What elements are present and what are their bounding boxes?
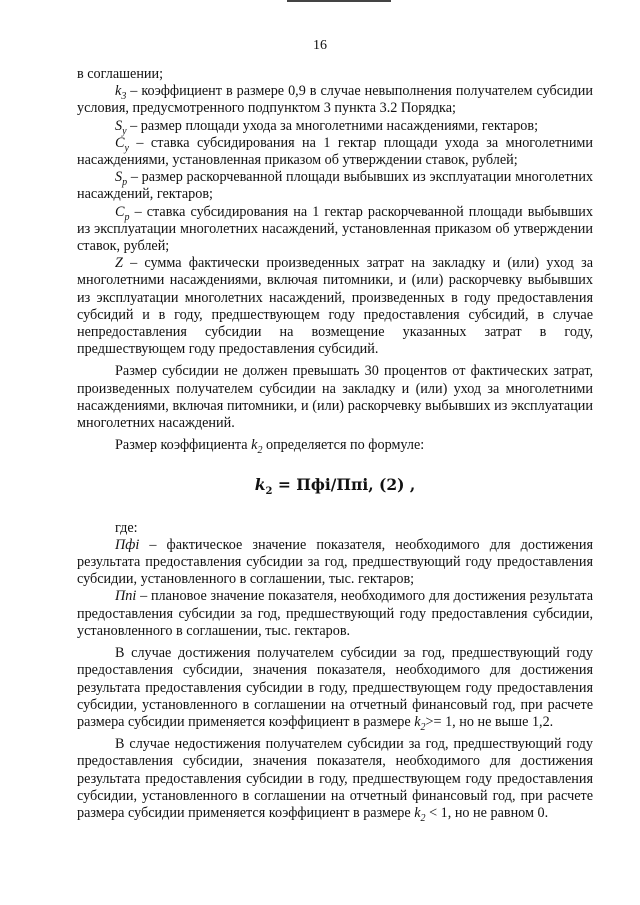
formula-subscript: 2 bbox=[265, 486, 273, 498]
top-rule bbox=[287, 0, 391, 2]
paragraph-where: где: bbox=[115, 519, 138, 536]
symbol: S bbox=[115, 169, 123, 186]
paragraph-pfi bbox=[77, 537, 593, 589]
paragraph-sp bbox=[77, 169, 593, 203]
paragraph-k2-intro bbox=[77, 437, 593, 457]
paragraph-achievement bbox=[77, 645, 593, 731]
symbol-subscript: 3 bbox=[121, 91, 127, 103]
text: Размер коэффициента bbox=[115, 437, 252, 454]
paragraph-sy bbox=[77, 118, 593, 135]
symbol: Z bbox=[115, 255, 123, 272]
symbol-subscript: 2 bbox=[420, 812, 426, 824]
symbol: Пфi bbox=[115, 536, 140, 553]
definition-text: – сумма фактически произведенных затрат на закладку и (или) уход за многолетними насаждениями, включая питомники, и (или) раскорчевку выбывших из эксплуатации многолетних насаждений, произведенных в году предоставления субсидий и в году, предшествующем году предоставления субсидий, в случае непредоставления субсидии на возмещение указанных затрат в году, предшествующем году предоставления субсидий. bbox=[77, 255, 593, 358]
symbol: k bbox=[115, 83, 122, 100]
paragraph-cp bbox=[77, 204, 593, 256]
text: >= 1, но не выше 1,2. bbox=[425, 713, 554, 730]
paragraph-0: в соглашении; bbox=[77, 66, 164, 82]
paragraph-cy bbox=[77, 135, 593, 169]
symbol: k bbox=[251, 437, 258, 454]
text: < 1, но не равном 0. bbox=[425, 804, 549, 821]
paragraph-z bbox=[77, 255, 593, 358]
definition-text: – коэффициент в размере 0,9 в случае невыполнения получателем субсидии условия, предусмотренного подпунктом 3 пункта 3.2 Порядка; bbox=[77, 83, 593, 117]
symbol-subscript: p bbox=[124, 211, 130, 223]
symbol: k bbox=[414, 713, 421, 730]
paragraph-non-achievement bbox=[77, 736, 593, 822]
symbol: C bbox=[115, 203, 125, 220]
paragraph-k3 bbox=[77, 83, 593, 117]
formula-symbol: k bbox=[254, 475, 266, 495]
symbol-subscript: 2 bbox=[257, 445, 263, 457]
symbol-subscript: p bbox=[122, 177, 128, 189]
definition-text: – размер раскорчеванной площади выбывших из эксплуатации многолетних насаждений, гектаров; bbox=[77, 169, 593, 203]
definition-text: – ставка субсидирования на 1 гектар раскорчеванной площади выбывших из эксплуатации многолетних насаждений, установленная приказом об утверждении ставок, рублей; bbox=[77, 203, 593, 255]
text: определяется по формуле: bbox=[262, 437, 425, 454]
symbol: k bbox=[414, 804, 421, 821]
paragraph-ppi bbox=[77, 588, 593, 640]
text: В случае достижения получателем субсидии за год, предшествующий году предоставления субсидии, значения показателя, необходимого для достижения результата предоставления субсидии в году, предшествующем году предоставления субсидии, установленного в соглашении на отчетный финансовый год, при расчете размера субсидии применяется коэффициент в размере bbox=[77, 645, 593, 730]
formula-expression: = Пфi/Ппi, (2) , bbox=[272, 475, 416, 495]
symbol-subscript: y bbox=[122, 125, 127, 137]
symbol-subscript: y bbox=[124, 142, 129, 154]
definition-text: – размер площади ухода за многолетними насаждениями, гектаров; bbox=[126, 117, 539, 134]
definition-text: – фактическое значение показателя, необходимого для достижения результата предоставления субсидии за год, предшествующий году предоставления субсидии, установленного в соглашении, тыс. гектаров; bbox=[77, 536, 593, 588]
symbol-subscript: 2 bbox=[420, 721, 426, 733]
definition-text: – плановое значение показателя, необходимого для достижения результата предоставления субсидии за год, предшествующий году предоставления субсидии, установленного в соглашении, тыс. гектаров. bbox=[77, 588, 593, 639]
symbol: S bbox=[115, 117, 123, 134]
formula-k2 bbox=[77, 475, 593, 498]
symbol: C bbox=[115, 134, 125, 151]
document-body bbox=[77, 66, 593, 822]
definition-text: – ставка субсидирования на 1 гектар площади ухода за многолетними насаждениями, установленная приказом об утверждении ставок, рублей; bbox=[77, 134, 593, 169]
symbol: Ппi bbox=[115, 588, 137, 605]
page-number: 16 bbox=[313, 38, 327, 53]
paragraph-subsidy-limit: Размер субсидии не должен превышать 30 процентов от фактических затрат, произведенных получателем субсидии на закладку и (или) уход за многолетними насаждениями, включая питомники, и (или) раскорчевку выбывших из эксплуатации многолетних насаждений. bbox=[77, 363, 593, 432]
text: В случае недостижения получателем субсидии за год, предшествующий году предоставления субсидии, значения показателя, необходимого для достижения результата предоставления субсидии в году, предшествующем году предоставления субсидии, установленного в соглашении на отчетный финансовый год, при расчете размера субсидии применяется коэффициент в размере bbox=[77, 736, 593, 821]
